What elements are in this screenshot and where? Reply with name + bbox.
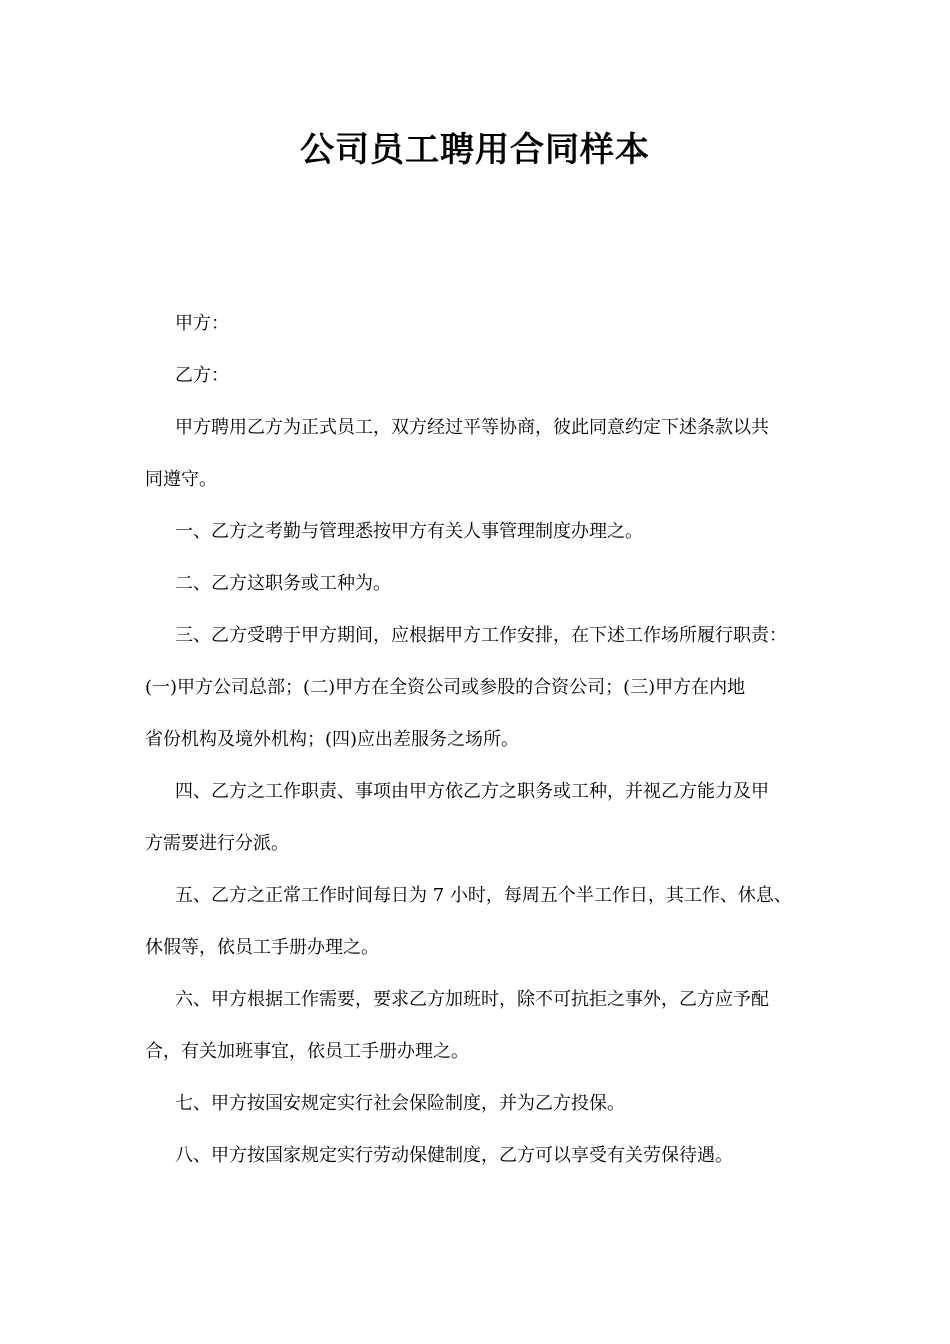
- paragraph-line: 七、甲方按国安规定实行社会保险制度，并为乙方投保。: [175, 1093, 625, 1114]
- paragraph-line: 二、乙方这职务或工种为。: [175, 573, 391, 594]
- paragraph-line: 休假等，依员工手册办理之。: [145, 937, 379, 958]
- clause-6: [145, 974, 825, 1078]
- clause-7: [145, 1078, 825, 1130]
- clause-3: [145, 610, 825, 766]
- paragraph-line: 甲方：: [175, 313, 229, 334]
- paragraph-line: (一)甲方公司总部；(二)甲方在全资公司或参股的合资公司；(三)甲方在内地: [145, 677, 746, 698]
- paragraph-line: 一、乙方之考勤与管理悉按甲方有关人事管理制度办理之。: [175, 521, 643, 542]
- paragraph-line: 同遵守。: [145, 469, 217, 490]
- paragraph-line: 五、乙方之正常工作时间每日为 7 小时，每周五个半工作日，其工作、休息、: [175, 885, 792, 906]
- paragraph-line: 方需要进行分派。: [145, 833, 289, 854]
- paragraph-line: 六、甲方根据工作需要，要求乙方加班时，除不可抗拒之事外，乙方应予配: [175, 989, 769, 1010]
- clause-8: [145, 1130, 825, 1182]
- paragraph-line: 甲方聘用乙方为正式员工，双方经过平等协商，彼此同意约定下述条款以共: [175, 417, 769, 438]
- clause-4: [145, 766, 825, 870]
- paragraph-line: 合，有关加班事宜，依员工手册办理之。: [145, 1041, 469, 1062]
- paragraph-line: 乙方：: [175, 365, 229, 386]
- clause-5: [145, 870, 825, 974]
- document-body: [145, 298, 825, 1182]
- party-a-line: [145, 298, 825, 350]
- clause-2: [145, 558, 825, 610]
- clause-1: [145, 506, 825, 558]
- intro-paragraph: [145, 402, 825, 506]
- paragraph-line: 八、甲方按国家规定实行劳动保健制度，乙方可以享受有关劳保待遇。: [175, 1145, 733, 1166]
- paragraph-line: 四、乙方之工作职责、事项由甲方依乙方之职务或工种，并视乙方能力及甲: [175, 781, 769, 802]
- party-b-line: [145, 350, 825, 402]
- document-title: 公司员工聘用合同样本: [300, 130, 650, 170]
- paragraph-line: 省份机构及境外机构；(四)应出差服务之场所。: [145, 729, 520, 750]
- paragraph-line: 三、乙方受聘于甲方期间，应根据甲方工作安排，在下述工作场所履行职责：: [175, 625, 787, 646]
